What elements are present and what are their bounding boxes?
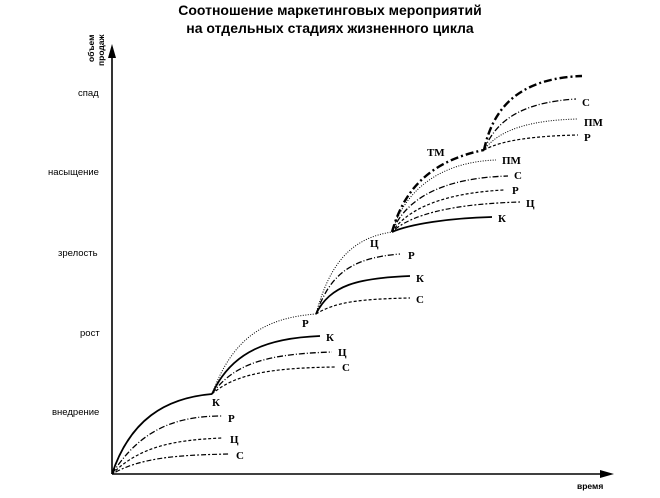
stage-saturation-curves: [392, 147, 535, 232]
stage-label-introduction: внедрение: [52, 407, 100, 418]
label-growth-s: С: [342, 362, 350, 374]
label-maturity-c: Ц: [370, 238, 379, 250]
label-saturation-pm: ПМ: [502, 155, 521, 167]
diagram-title-line1: Соотношение маркетинговых мероприятий: [178, 2, 482, 18]
label-intro-r: Р: [228, 413, 235, 425]
curve-growth-k: [212, 336, 320, 394]
stage-label-maturity: зрелость: [58, 248, 98, 259]
label-saturation-s: С: [514, 170, 522, 182]
stage-maturity-curves: [316, 232, 424, 314]
curve-decline-tm: [484, 76, 582, 150]
label-saturation-tm: ТМ: [427, 147, 445, 159]
label-saturation-c: Ц: [526, 198, 535, 210]
stage-growth-curves: [212, 314, 350, 394]
curve-maturity-s: [316, 298, 410, 314]
x-axis-arrow-icon: [600, 470, 614, 478]
label-saturation-k: К: [498, 213, 506, 225]
curve-maturity-k: [316, 276, 410, 314]
stage-label-growth: рост: [80, 328, 100, 339]
stage-label-decline: спад: [78, 88, 99, 99]
label-intro-c: Ц: [230, 434, 239, 446]
label-growth-k: К: [326, 332, 334, 344]
curve-growth-s: [212, 367, 335, 394]
curve-maturity-r: [316, 254, 400, 314]
stage-introduction-curves: [112, 394, 244, 474]
label-growth-r: Р: [302, 318, 309, 330]
curve-saturation-tm: [392, 150, 484, 232]
label-intro-s: С: [236, 450, 244, 462]
stage-decline-curves: [484, 76, 604, 150]
y-axis-arrow-icon: [108, 44, 116, 58]
label-maturity-r: Р: [408, 250, 415, 262]
curve-saturation-k: [392, 217, 492, 232]
label-saturation-r: Р: [512, 185, 519, 197]
label-decline-s: С: [582, 97, 590, 109]
curve-intro-s: [112, 454, 230, 474]
curve-decline-r: [484, 135, 578, 150]
curve-decline-s: [484, 99, 576, 150]
y-axis-label-line2: продаж: [96, 34, 106, 66]
label-growth-c: Ц: [338, 347, 347, 359]
stage-label-saturation: насыщение: [48, 167, 99, 178]
y-axis-label-line1: объем: [86, 34, 96, 62]
x-axis-label: время: [577, 481, 604, 491]
label-maturity-k: К: [416, 273, 424, 285]
diagram-title-line2: на отдельных стадиях жизненного цикла: [186, 20, 474, 36]
curve-intro-r: [112, 416, 222, 474]
label-decline-pm: ПМ: [584, 117, 603, 129]
label-maturity-s: С: [416, 294, 424, 306]
curve-intro-c: [112, 438, 222, 474]
label-decline-r: Р: [584, 132, 591, 144]
label-intro-k: К: [212, 397, 220, 409]
curve-intro-k: [112, 394, 212, 474]
curve-decline-pm: [484, 119, 578, 150]
